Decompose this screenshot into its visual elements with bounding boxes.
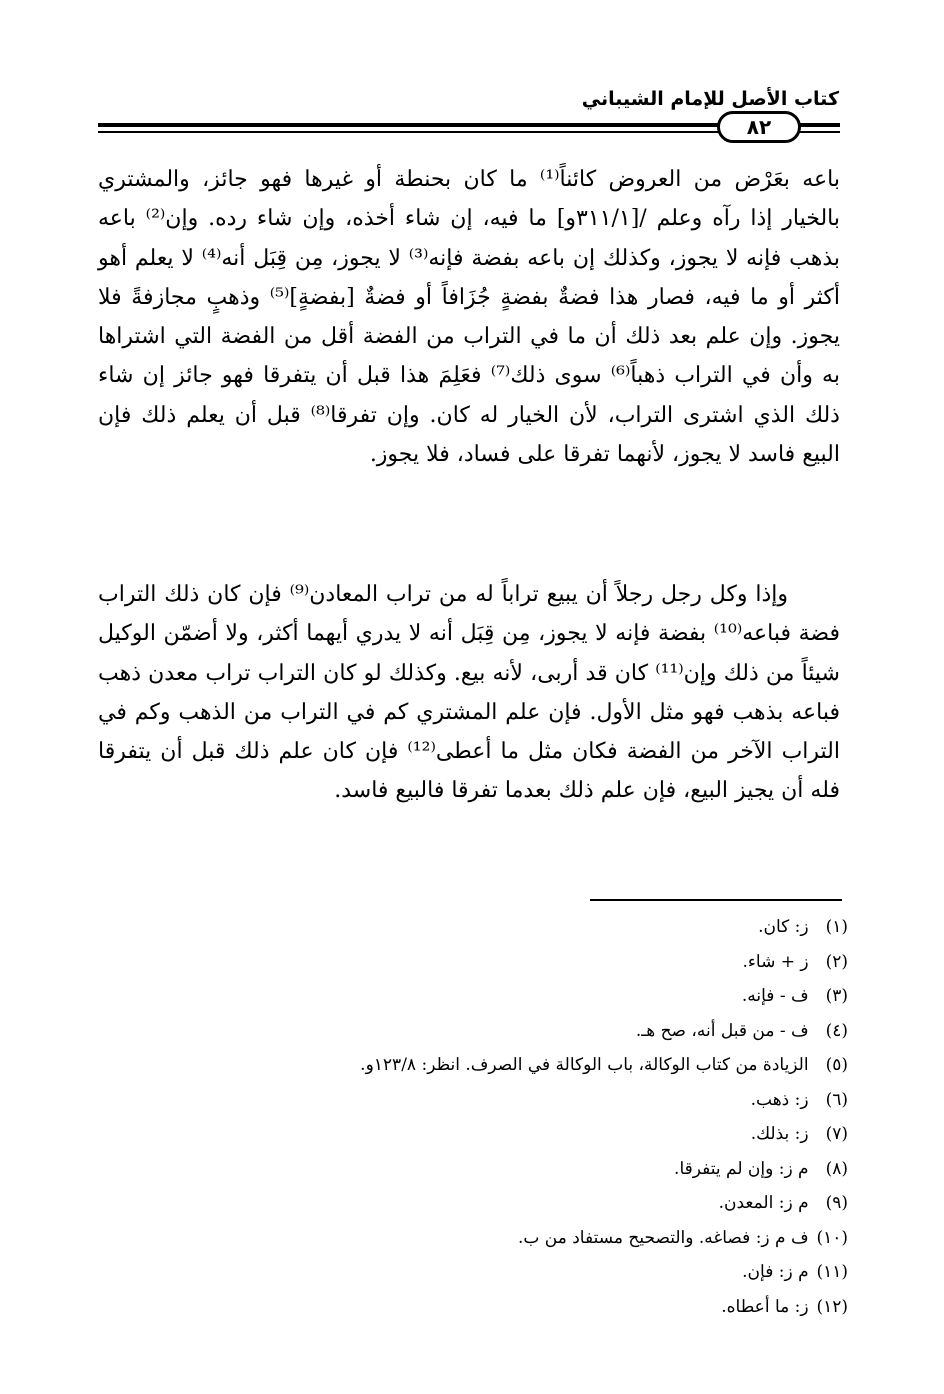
footnotes-list (88, 910, 848, 1324)
footnote-item: (١٢) ز: ما أعطاه. (721, 1296, 848, 1317)
footnote-item: (٥) الزيادة من كتاب الوكالة، باب الوكالة في الصرف. انظر: ١٢٣/٨و. (360, 1055, 848, 1075)
running-title: كتاب الأصل للإمام الشيباني (581, 88, 839, 110)
footnote-item: (٢) ز + شاء. (742, 951, 848, 972)
page-number: ٨٢ (717, 111, 801, 143)
footnote-item: (٩) م ز: المعدن. (718, 1193, 848, 1213)
paragraph-2: وإذا وكل رجل رجلاً أن يبيع تراباً له من تراب المعادن⁽⁹⁾ فإن كان ذلك التراب فضة فباعه⁽¹⁰⁾ بفضة فإنه لا يجوز، مِن قِبَل أنه لا يدري أيهما أكثر، ولا أضمّن الوكيل شيئاً من ذلك وإن⁽¹¹⁾ كان قد أربى، لأنه بيع. وكذلك لو كان التراب تراب معدن ذهب فباعه بذهب فهو مثل الأول. فإن علم المشتري كم في التراب من الذهب وكم في التراب الآخر من الفضة فكان مثل ما أعطى⁽¹²⁾ فإن كان علم ذلك قبل أن يتفرقا فله أن يجيز البيع، فإن علم ذلك بعدما تفرقا فالبيع فاسد. (98, 582, 840, 804)
footnote-item: (٨) م ز: وإن لم يتفرقا. (674, 1158, 848, 1179)
footnote-separator (590, 899, 842, 901)
paragraph-1: باعه بعَرْض من العروض كائناً⁽¹⁾ ما كان بحنطة أو غيرها فهو جائز، والمشتري بالخيار إذا رآه وعلم /[٣١١/١و] ما فيه، إن شاء أخذه، وإن شاء رده. وإن⁽²⁾ باعه بذهب فإنه لا يجوز، وكذلك إن باعه بفضة فإنه⁽³⁾ لا يجوز، مِن قِبَل أنه⁽⁴⁾ لا يعلم أهو أكثر أو ما فيه، فصار هذا فضةٌ بفضةٍ جُزَافاً أو فضةٌ [بفضةٍ]⁽⁵⁾ وذهبٍ مجازفةً فلا يجوز. وإن علم بعد ذلك أن ما في التراب من الفضة أقل من الفضة التي اشتراها به وأن في التراب ذهباً⁽⁶⁾ سوى ذلك⁽⁷⁾ فعَلِمَ هذا قبل أن يتفرقا فهو جائز إن شاء ذلك الذي اشترى التراب، لأن الخيار له كان. وإن تفرقا⁽⁸⁾ قبل أن يعلم ذلك فإن البيع فاسد لا يجوز، لأنهما تفرقا على فساد، فلا يجوز. (98, 167, 840, 468)
footnote-item: (١١) م ز: فإن. (742, 1262, 848, 1282)
footnote-item: (١) ز: كان. (758, 917, 848, 937)
main-text-block-1 (98, 160, 840, 474)
footnote-item: (١٠) ف م ز: فصاغه. والتصحيح مستفاد من ب. (517, 1227, 848, 1248)
main-text-block-2 (98, 575, 840, 811)
footnote-item: (٦) ز: ذهب. (750, 1089, 848, 1110)
footnote-item: (٣) ف - فإنه. (741, 986, 848, 1006)
footnote-item: (٧) ز: بذلك. (750, 1124, 848, 1144)
footnote-item: (٤) ف - من قبل أنه، صح هـ. (635, 1020, 848, 1041)
